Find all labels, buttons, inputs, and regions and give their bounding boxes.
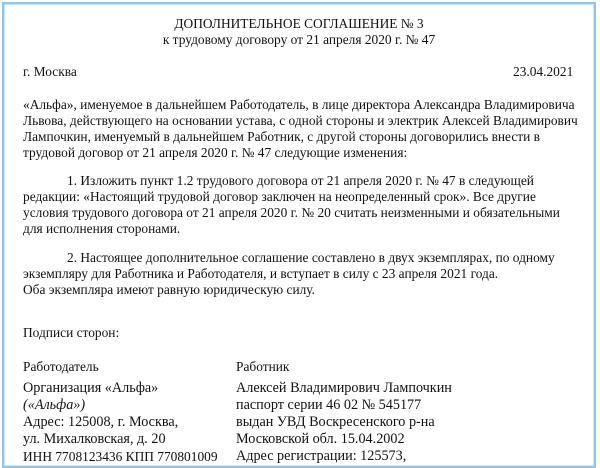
clause-2-line: Оба экземпляра имеют равную юридическую силу. [23,282,315,297]
employer-line: ул. Михалковская, д. 20 [23,431,166,447]
preamble-line: трудовой договор от 21 апреля 2020 г. № 47 следующие изменения: [23,145,408,160]
employer-line: Организация «Альфа» [23,380,159,396]
clause-1-line: редакции: «Настоящий трудовой договор заключен на неопределенный срок». Все другие [23,189,536,204]
city: г. Москва [23,64,77,79]
employee-line: паспорт серии 46 02 № 545177 [236,397,422,413]
employer-heading: Работодатель [23,359,99,374]
employer-line: («Альфа») [23,397,86,413]
preamble-line: Львова, действующего на основании устава, с одной стороны и электрик Алексей Владимирович [23,113,578,128]
employee-line: выдан УВД Воскресенского р-на [236,414,435,430]
signatures-heading: Подписи сторон: [23,325,120,340]
clause-2-line: экземпляру для Работника и Работодателя, и вступает в силу с 23 апреля 2021 года. [23,266,499,281]
clause-1-line: условия трудового договора от 21 апреля 2020 г. № 20 считать неизменными и обязательными [23,205,560,220]
employee-heading: Работник [236,359,290,374]
employee-line: Алексей Владимирович Лампочкин [236,380,452,396]
preamble-line: «Альфа», именуемое в дальнейшем Работодатель, в лице директора Александра Владимировича [23,97,575,112]
document-page [2,2,596,468]
employee-line: Адрес регистрации: 125573, [236,448,407,464]
document-subtitle: к трудовому договору от 21 апреля 2020 г. № 47 [162,32,436,47]
clause-2-line: 2. Настоящее дополнительное соглашение составлено в двух экземплярах, по одному [67,250,555,265]
clause-1-line: 1. Изложить пункт 1.2 трудового договора от 21 апреля 2020 г. № 47 в следующей [67,173,534,188]
employer-line: Адрес: 125008, г. Москва, [23,414,179,430]
clause-1-line: для исполнения сторонами. [23,221,181,236]
document-date: 23.04.2021 [513,64,574,79]
document-title: ДОПОЛНИТЕЛЬНОЕ СОГЛАШЕНИЕ № 3 [174,16,424,31]
employer-line: ИНН 7708123436 КПП 770801009 [23,449,218,464]
preamble-line: Лампочкин, именуемый в дальнейшем Работник, с другой стороны договорились внести в [23,129,540,144]
employee-line: Московской обл. 15.04.2002 [236,431,405,447]
